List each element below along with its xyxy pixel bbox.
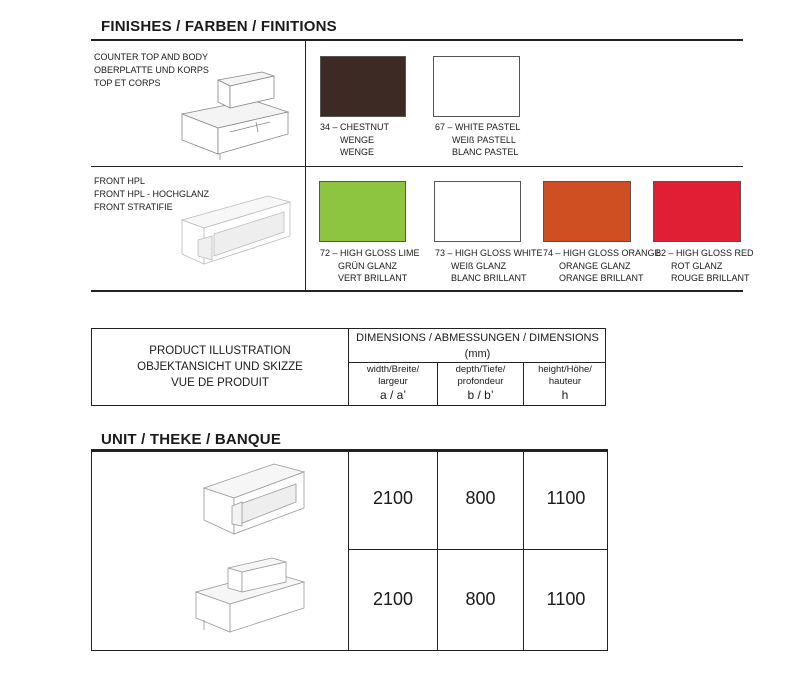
dim-col-label: width/Breite/ [366,364,420,375]
dim-col-depth [438,364,523,403]
finishes-bottom-rule [91,290,743,292]
swatch-code: 74 – HIGH GLOSS ORANGE [543,248,661,258]
swatch-caption-red [656,247,754,285]
dimensions-heading [349,330,606,362]
swatch-fr: ORANGE BRILLANT [559,273,644,283]
row1-label: COUNTER TOP AND BODY [94,52,209,62]
swatch-high-gloss-white [434,181,521,242]
swatch-code: 82 – HIGH GLOSS RED [656,248,754,258]
front-panels-illustration [172,192,300,272]
row1-label: OBERPLATTE UND KORPS [94,65,209,75]
swatch-de: ORANGE GLANZ [559,260,631,271]
swatch-code: 34 – CHESTNUT [320,122,390,132]
swatch-code: 73 – HIGH GLOSS WHITE [435,248,543,258]
dim-col-symbol: h [561,388,569,402]
row2-label: FRONT STRATIFIE [94,202,173,212]
swatch-de: WEIß GLANZ [451,260,507,271]
swatch-red [653,181,741,242]
swatch-code: 67 – WHITE PASTEL [435,122,521,132]
unit-title: UNIT / THEKE / BANQUE [101,431,282,448]
swatch-chestnut [320,56,406,117]
counter-body-illustration [170,70,300,162]
unit-table [91,449,608,651]
unit-row2-height: 1100 [546,589,586,609]
swatch-caption-lime [320,247,420,285]
product-label-line: OBJEKTANSICHT UND SKIZZE [137,361,303,373]
swatch-caption-white-pastel [435,121,520,159]
swatch-fr: BLANC BRILLANT [451,273,527,283]
dim-col-label: height/Höhe/ [538,364,592,375]
swatch-lime [319,181,406,242]
swatch-de: WEIß PASTELL [452,134,516,145]
row1-label: TOP ET CORPS [94,78,161,88]
swatch-white-pastel [433,56,520,117]
dim-col-label: hauteur [548,376,582,387]
unit-divider-product [348,449,349,651]
swatch-fr: VERT BRILLANT [338,273,408,283]
unit-row1-width: 2100 [372,488,414,508]
finishes-mid-rule [91,166,743,167]
dim-divider-horizontal [348,362,606,363]
dim-col-symbol: a / a’ [379,388,406,402]
unit-divider-col2 [523,449,524,651]
unit-divider-row [348,549,608,550]
swatch-orange [543,181,631,242]
dim-col-label: largeur [378,376,408,387]
product-label-line: VUE DE PRODUIT [171,377,269,389]
unit-back-illustration [190,558,314,642]
swatch-caption-orange [543,247,661,285]
swatch-caption-high-gloss-white [435,247,543,285]
swatch-de: ROT GLANZ [671,260,723,271]
swatch-fr: WENGE [340,147,375,157]
dimensions-unit: (mm) [464,348,491,360]
swatch-code: 72 – HIGH GLOSS LIME [320,248,420,258]
finishes-top-rule [91,39,743,41]
row2-label: FRONT HPL - HOCHGLANZ [94,189,210,199]
swatch-de: WENGE [340,134,375,145]
product-label-line: PRODUCT ILLUSTRATION [149,345,291,357]
unit-row1-height: 1100 [546,488,586,508]
unit-row2-width: 2100 [372,589,414,609]
dim-col-label: depth/Tiefe/ [455,364,506,375]
unit-front-illustration [196,458,316,540]
dim-col-width [349,364,437,403]
dimensions-title: DIMENSIONS / ABMESSUNGEN / DIMENSIONS [356,332,599,344]
swatch-de: GRÜN GLANZ [338,260,398,271]
swatch-fr: BLANC PASTEL [452,147,519,157]
finishes-vertical-divider [305,40,306,291]
swatch-caption-chestnut [320,121,389,159]
dim-col-label: profondeur [457,376,504,387]
row2-label: FRONT HPL [94,176,145,186]
unit-row1-depth: 800 [465,488,496,508]
swatch-fr: ROUGE BRILLANT [671,273,750,283]
product-illustration-label [92,343,348,391]
dim-col-symbol: b / b’ [467,388,494,402]
unit-row2-depth: 800 [465,589,496,609]
dim-col-height [524,364,606,403]
unit-divider-col1 [437,449,438,651]
finishes-title: FINISHES / FARBEN / FINITIONS [101,18,337,35]
